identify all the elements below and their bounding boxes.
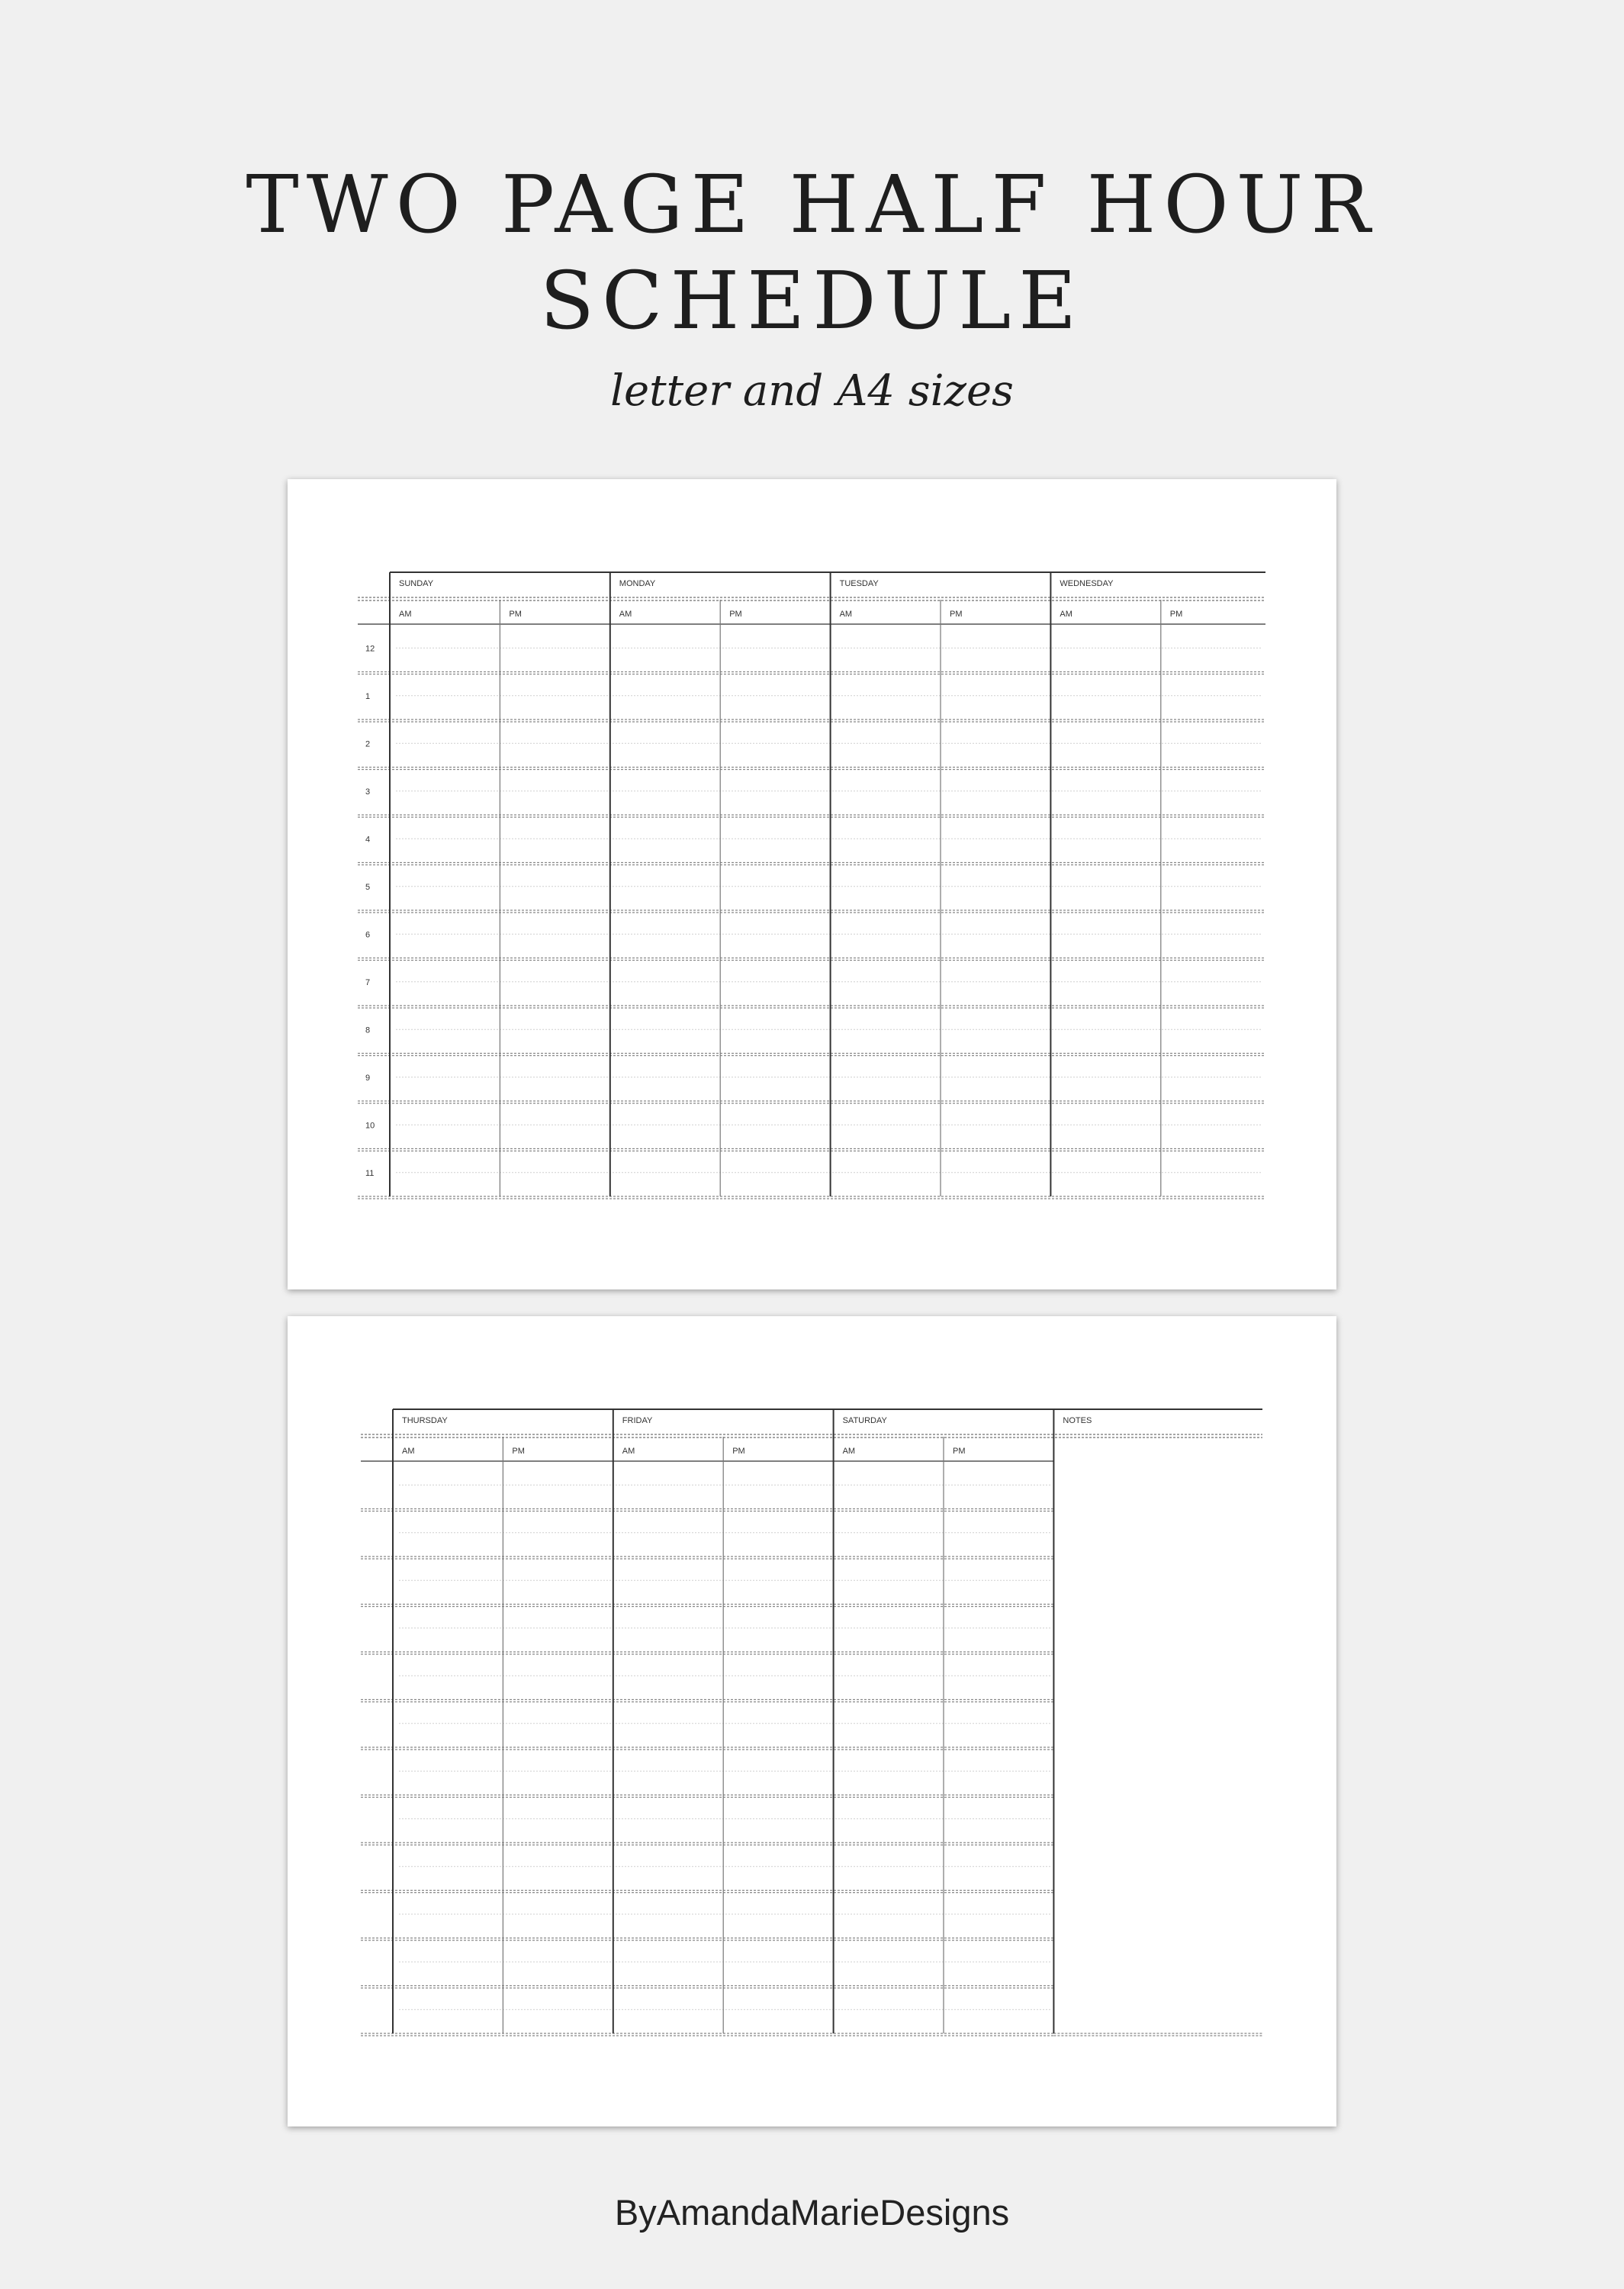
day-label: TUESDAY bbox=[839, 579, 879, 588]
schedule-grid-page-1 bbox=[288, 479, 1336, 1289]
title-line-1: TWO PAGE HALF HOUR bbox=[246, 158, 1378, 251]
day-label: SATURDAY bbox=[842, 1416, 887, 1425]
day-label: FRIDAY bbox=[622, 1416, 653, 1425]
hour-label: 5 bbox=[365, 882, 371, 892]
hour-label: 1 bbox=[365, 691, 371, 701]
hour-label: 8 bbox=[365, 1025, 371, 1035]
page-title bbox=[0, 156, 1624, 349]
hour-label: 6 bbox=[365, 930, 371, 940]
hour-label: 2 bbox=[365, 739, 371, 749]
pm-label: PM bbox=[512, 1447, 525, 1456]
notes-label: NOTES bbox=[1063, 1416, 1092, 1425]
am-label: AM bbox=[402, 1447, 415, 1456]
day-label: SUNDAY bbox=[399, 579, 434, 588]
day-label: WEDNESDAY bbox=[1060, 579, 1114, 588]
day-label: THURSDAY bbox=[402, 1416, 448, 1425]
am-label: AM bbox=[622, 1447, 635, 1456]
pm-label: PM bbox=[732, 1447, 745, 1456]
pm-label: PM bbox=[729, 610, 742, 619]
am-label: AM bbox=[619, 610, 632, 619]
am-label: AM bbox=[839, 610, 853, 619]
schedule-page-2 bbox=[288, 1316, 1336, 2126]
subtitle: letter and A4 sizes bbox=[610, 366, 1014, 416]
schedule-page-1 bbox=[288, 479, 1336, 1289]
pm-label: PM bbox=[950, 610, 963, 619]
am-label: AM bbox=[399, 610, 412, 619]
schedule-grid-page-2 bbox=[288, 1316, 1336, 2126]
am-label: AM bbox=[1060, 610, 1072, 619]
pm-label: PM bbox=[953, 1447, 966, 1456]
hour-label: 3 bbox=[365, 787, 371, 797]
am-label: AM bbox=[842, 1447, 856, 1456]
hour-label: 10 bbox=[365, 1121, 375, 1131]
hour-label: 9 bbox=[365, 1073, 371, 1083]
pm-label: PM bbox=[509, 610, 522, 619]
title-line-2: SCHEDULE bbox=[539, 254, 1085, 347]
hour-label: 11 bbox=[365, 1168, 375, 1178]
hour-label: 12 bbox=[365, 644, 375, 654]
brand-footer: ByAmandaMarieDesigns bbox=[614, 2192, 1010, 2233]
pm-label: PM bbox=[1169, 610, 1183, 619]
hour-label: 4 bbox=[365, 835, 371, 845]
hour-label: 7 bbox=[365, 977, 371, 987]
day-label: MONDAY bbox=[619, 579, 656, 588]
